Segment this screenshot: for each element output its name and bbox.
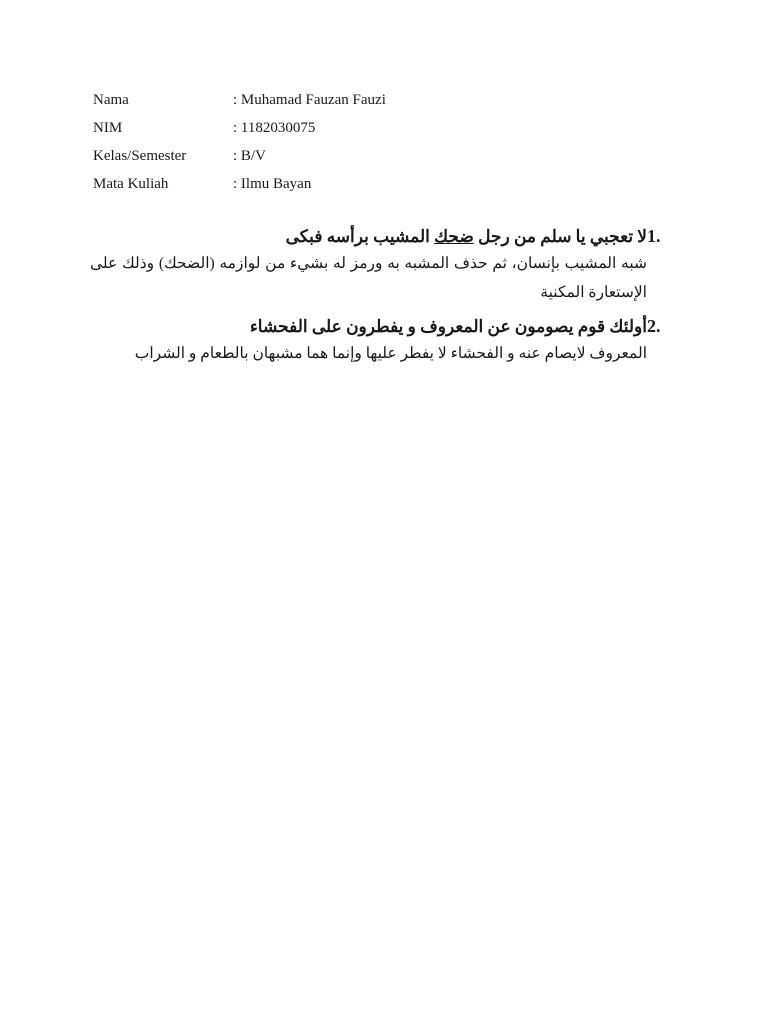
info-row-course bbox=[93, 170, 386, 198]
question-text: أولئك قوم يصومون عن المعروف و يفطرون على الفحشاء bbox=[249, 317, 647, 336]
question-line bbox=[90, 316, 687, 337]
question-number: 2. bbox=[647, 316, 661, 336]
info-value: : B/V bbox=[233, 147, 266, 164]
question-2 bbox=[90, 316, 687, 368]
question-1 bbox=[90, 226, 687, 307]
question-text-part: المشيب برأسه فبكى bbox=[285, 227, 435, 246]
question-line bbox=[90, 226, 687, 247]
info-value: : Ilmu Bayan bbox=[233, 175, 312, 192]
info-label: Mata Kuliah bbox=[93, 175, 169, 192]
info-row-nim bbox=[93, 114, 386, 142]
question-underlined-word: ضحك bbox=[434, 227, 474, 246]
info-label: NIM bbox=[93, 119, 123, 136]
info-row-name bbox=[93, 86, 386, 114]
info-label: Kelas/Semester bbox=[93, 147, 187, 164]
answer-text: المعروف لايصام عنه و الفحشاء لا يفطر عليها وإنما هما مشبهان بالطعام و الشراب bbox=[134, 345, 647, 362]
question-text-part: لا تعجبي يا سلم من رجل bbox=[473, 227, 647, 246]
info-row-class bbox=[93, 142, 386, 170]
info-label: Nama bbox=[93, 91, 129, 108]
info-value: : 1182030075 bbox=[233, 119, 316, 136]
question-number: 1. bbox=[647, 226, 661, 246]
answer-text: شبه المشيب بإنسان، ثم حذف المشبه به ورمز له بشيء من لوازمه (الضحك) وذلك على الإستعارة المكنية bbox=[90, 255, 647, 301]
question-text bbox=[286, 227, 647, 247]
student-info bbox=[93, 86, 386, 198]
info-value: : Muhamad Fauzan Fauzi bbox=[233, 91, 386, 108]
